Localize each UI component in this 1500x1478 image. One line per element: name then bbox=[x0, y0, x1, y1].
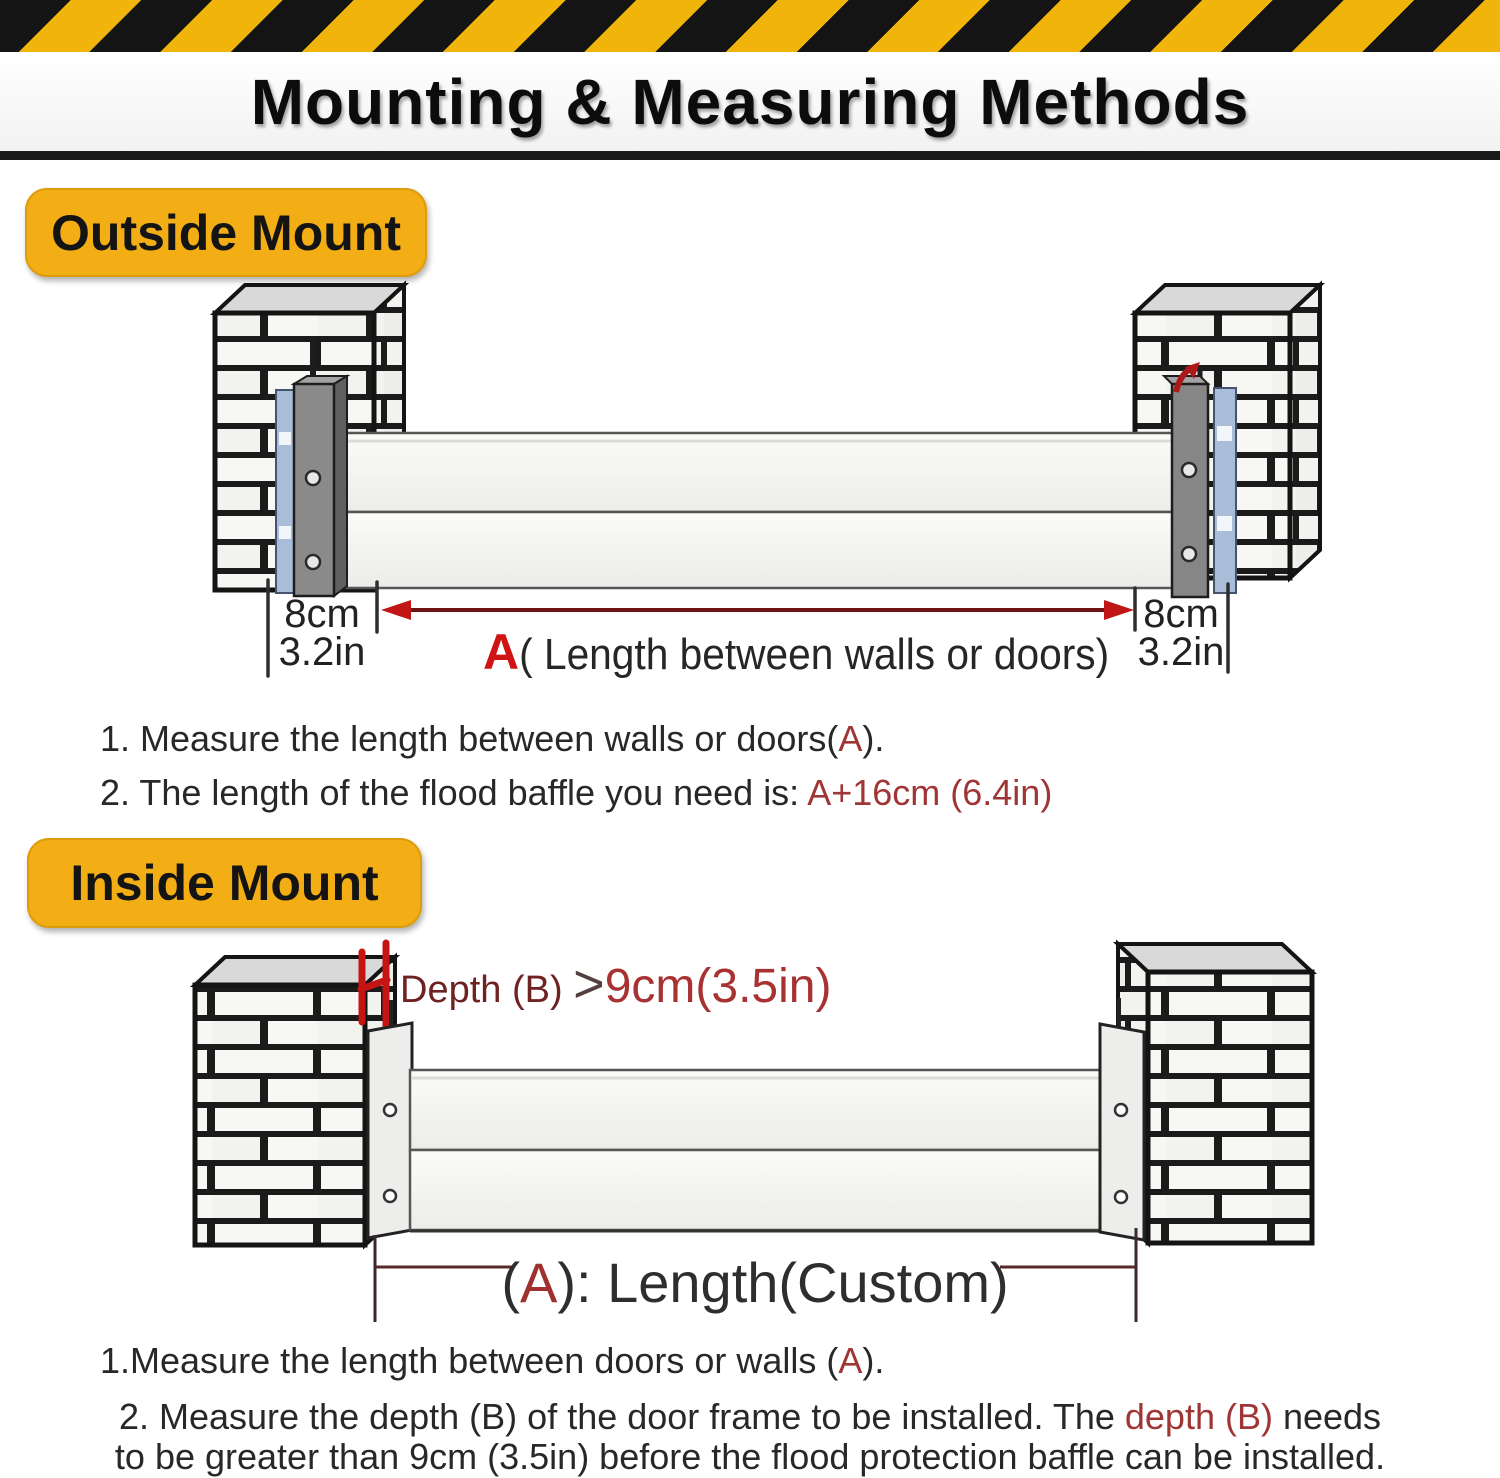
inside-step-2-line-1: 2. Measure the depth (B) of the door frame to be installed. The depth (B) needs bbox=[118, 1396, 1382, 1437]
gasket-strip bbox=[1214, 388, 1236, 593]
channel-side-face bbox=[334, 376, 347, 596]
depth-annotation-label: Depth (B) bbox=[400, 969, 574, 1011]
barrier-panel-top bbox=[333, 433, 1180, 512]
flood-barrier-panels bbox=[410, 1070, 1102, 1231]
screw-hole bbox=[306, 471, 320, 485]
screw-hole bbox=[1115, 1191, 1127, 1203]
length-label-a: A bbox=[520, 1251, 558, 1314]
outside-step-2: 2. The length of the flood baffle you need is: A+16cm (6.4in) bbox=[100, 772, 1053, 813]
length-label-post: ): Length(Custom) bbox=[557, 1251, 1009, 1314]
screw-hole bbox=[1115, 1104, 1127, 1116]
gasket-mark bbox=[1217, 426, 1232, 441]
inside-right-bracket bbox=[1100, 998, 1144, 1240]
pillar-front-face bbox=[1148, 972, 1312, 1243]
barrier-panel-top bbox=[410, 1070, 1102, 1150]
depth-annotation-gt: > bbox=[573, 954, 605, 1014]
pillar-side-face bbox=[1290, 285, 1320, 578]
bracket-face bbox=[1100, 1024, 1144, 1240]
outside-mount-diagram bbox=[0, 280, 1500, 690]
gap-label-in-right: 3.2in bbox=[1137, 630, 1225, 674]
gap-label-cm-right: 8cm bbox=[1143, 592, 1219, 636]
inside-step-2-line-2: to be greater than 9cm (3.5in) before the flood protection baffle can be installed. bbox=[114, 1436, 1386, 1477]
span-label-text: ( Length between walls or doors) bbox=[519, 630, 1110, 679]
page-title: Mounting & Measuring Methods bbox=[250, 65, 1250, 138]
gasket-mark bbox=[1217, 516, 1232, 531]
screw-hole bbox=[384, 1190, 396, 1202]
bracket-face bbox=[368, 1023, 412, 1238]
barrier-panel-bottom bbox=[410, 1150, 1102, 1230]
inside-mount-diagram bbox=[0, 930, 1500, 1335]
pillar-front-face bbox=[195, 985, 365, 1245]
gasket-mark bbox=[279, 432, 291, 445]
gap-label-in-left: 3.2in bbox=[278, 630, 366, 674]
barrier-panel-bottom bbox=[333, 512, 1180, 588]
depth-annotation bbox=[400, 954, 831, 1014]
flood-barrier-panels bbox=[333, 433, 1180, 588]
inside-measurement bbox=[375, 1228, 1136, 1322]
inside-mount-badge-label: Inside Mount bbox=[70, 855, 379, 911]
title-band bbox=[0, 52, 1500, 160]
span-arrowhead-left bbox=[381, 600, 411, 620]
gasket-strip bbox=[276, 390, 294, 593]
inside-right-pillar bbox=[1118, 944, 1312, 1243]
length-label-pre: ( bbox=[501, 1251, 521, 1314]
outside-measurement bbox=[268, 580, 1228, 680]
screw-hole bbox=[1182, 463, 1196, 477]
gap-label-cm-left: 8cm bbox=[284, 592, 360, 636]
hazard-stripe-banner bbox=[0, 0, 1500, 52]
span-label bbox=[483, 624, 1109, 680]
screw-hole bbox=[1182, 547, 1196, 561]
channel-front-face bbox=[1172, 384, 1208, 597]
inside-step-1: 1.Measure the length between doors or walls (A). bbox=[100, 1340, 885, 1381]
outside-right-channel bbox=[1164, 362, 1236, 597]
screw-hole bbox=[306, 555, 320, 569]
outside-mount-badge-label: Outside Mount bbox=[51, 204, 401, 261]
inside-left-bracket bbox=[368, 1000, 412, 1238]
depth-annotation-value: 9cm(3.5in) bbox=[604, 960, 832, 1013]
span-label-a: A bbox=[483, 624, 520, 680]
outside-mount-badge bbox=[25, 188, 427, 277]
inside-mount-badge bbox=[27, 838, 422, 928]
pillar-top-face bbox=[1118, 944, 1312, 972]
span-arrowhead-right bbox=[1104, 600, 1134, 620]
outside-step-1: 1. Measure the length between walls or doors(A). bbox=[100, 718, 885, 759]
length-label bbox=[501, 1251, 1008, 1314]
gasket-mark bbox=[279, 526, 291, 539]
screw-hole bbox=[384, 1104, 396, 1116]
